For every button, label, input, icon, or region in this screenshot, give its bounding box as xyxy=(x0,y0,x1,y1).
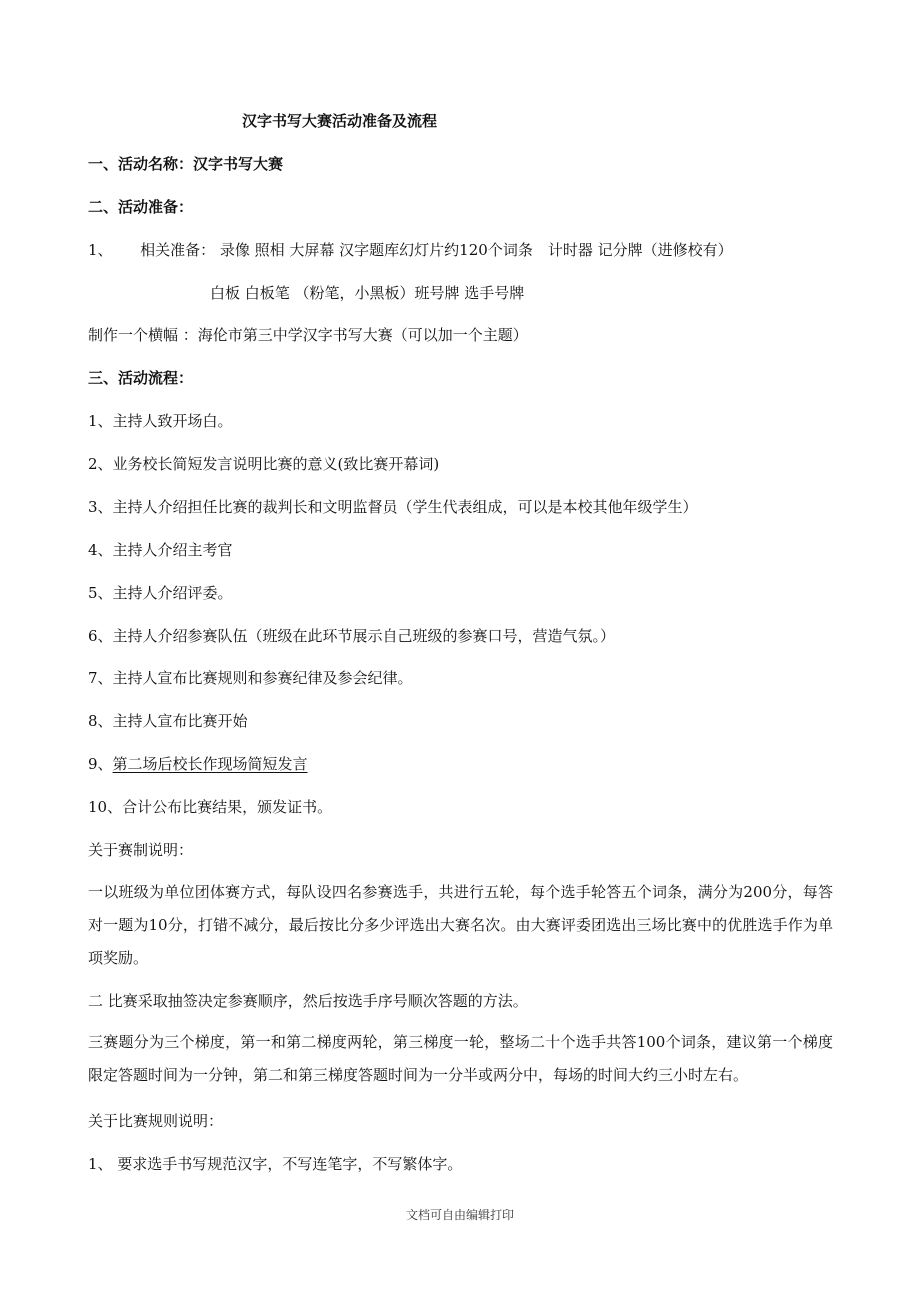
rules-item-1: 1、 要求选手书写规范汉字，不写连笔字，不写繁体字。 xyxy=(88,1155,463,1173)
flow-item-10: 10、合计公布比赛结果，颁发证书。 xyxy=(88,798,333,816)
flow-item: 8、主持人宣布比赛开始 xyxy=(88,712,248,730)
format-paragraph-1: 一以班级为单位团体赛方式，每队设四名参赛选手，共进行五轮，每个选手轮答五个词条，满分为200分，每答对一题为10分，打错不减分，最后按比分多少评选出大赛名次。由大赛评委团选出三场比赛中的优胜选手作为单项奖励。 xyxy=(88,883,833,967)
prep-line-1-text: 相关准备： 录像 照相 大屏幕 汉字题库幻灯片约120个词条 计时器 记分牌（进修校有） xyxy=(140,241,733,259)
prep-line-1-number: 1、 xyxy=(88,241,113,259)
flow-item: 5、主持人介绍评委。 xyxy=(88,584,233,602)
format-heading: 关于赛制说明： xyxy=(88,841,194,859)
flow-item-9-number: 9、 xyxy=(88,755,113,773)
section-process: 三、活动流程： xyxy=(88,369,194,387)
flow-item: 1、主持人致开场白。 xyxy=(88,412,233,430)
format-paragraph-2: 二 比赛采取抽签决定参赛顺序，然后按选手序号顺次答题的方法。 xyxy=(88,992,528,1010)
rules-heading: 关于比赛规则说明： xyxy=(88,1112,224,1130)
flow-item: 4、主持人介绍主考官 xyxy=(88,541,233,559)
section-preparation: 二、活动准备： xyxy=(88,198,194,216)
flow-item: 2、业务校长简短发言说明比赛的意义(致比赛开幕词) xyxy=(88,455,440,473)
flow-item: 7、主持人宣布比赛规则和参赛纪律及参会纪律。 xyxy=(88,669,413,687)
prep-line-2: 白板 白板笔 （粉笔，小黑板）班号牌 选手号牌 xyxy=(210,284,525,302)
flow-item: 6、主持人介绍参赛队伍（班级在此环节展示自己班级的参赛口号，营造气氛。） xyxy=(88,627,616,645)
prep-line-1 xyxy=(88,240,733,260)
section-activity-name: 一、活动名称：汉字书写大赛 xyxy=(88,155,284,173)
banner-line: 制作一个横幅 ：海伦市第三中学汉字书写大赛（可以加一个主题） xyxy=(88,326,528,344)
page-footer: 文档可自由编辑打印 xyxy=(405,1208,514,1222)
document-title: 汉字书写大赛活动准备及流程 xyxy=(242,112,438,130)
flow-item-9-text: 第二场后校长作现场简短发言 xyxy=(112,755,308,773)
flow-item: 3、主持人介绍担任比赛的裁判长和文明监督员（学生代表组成，可以是本校其他年级学生） xyxy=(88,498,698,516)
format-paragraph-3: 三赛题分为三个梯度，第一和第二梯度两轮，第三梯度一轮，整场二十个选手共答100个词条，建议第一个梯度限定答题时间为一分钟，第二和第三梯度答题时间为一分半或两分中，每场的时间大约三小时左右。 xyxy=(88,1033,833,1084)
flow-item-9 xyxy=(88,754,308,774)
